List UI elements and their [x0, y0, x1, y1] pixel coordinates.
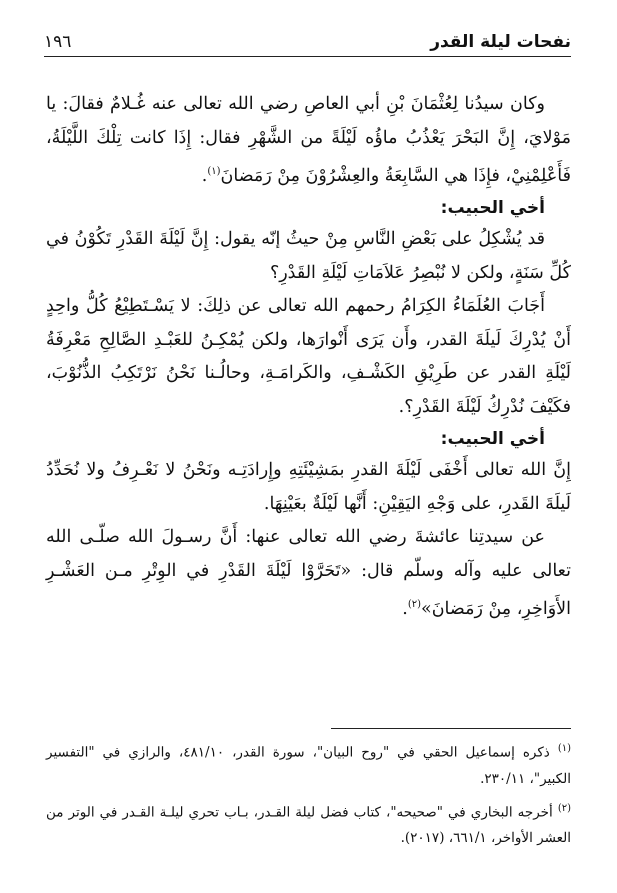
section-heading-1: أخي الحبيب:	[440, 198, 545, 219]
paragraph-1-end: .	[201, 165, 208, 186]
footnote-1	[46, 736, 571, 792]
footnote-ref-2: (٢)	[407, 599, 421, 611]
footnotes	[46, 736, 571, 855]
main-text	[46, 88, 571, 627]
paragraph-2: قد يُشْكِلُ على بَعْضِ النَّاسِ مِنْ حيثُ إنّه يقول: إِنَّ لَيْلَةَ القَدْرِ تَكُوْنُ في كُلِّ سَنَةٍ، ولكن لا نُبْصِرُ عَلاَمَاتِ لَيْلَةِ القَدْرِ؟	[46, 229, 571, 283]
paragraph-3: أَجَابَ العُلَمَاءُ الكِرَامُ رحمهم الله تعالى عن ذلِكَ: لا يَسْـتَطِيْعُ كُلُّ واحِدٍ أَنْ يُدْرِكَ لَيلَةَ القدر، وأَن يَرَى أَنْوارَها، ولكن يُمْكِـنُ للعَبْـدِ الصَّالِحِ مَعْرِفَةُ لَيْلَةِ القدر عن طَرِيْقِ الكَشْـفِ، والكَرامَـةِ، وحالُـنا نَحْنُ نَرْتَكِبُ الذُّنُوْبَ، فكَيْفَ نُدْرِكُ لَيْلَةَ القَدْرِ؟.	[46, 296, 571, 417]
paragraph-5-end: .	[402, 599, 408, 620]
paragraph-4: إِنَّ الله تعالى أَخْفَى لَيْلَةَ القدرِ بمَشِيْئَتِهِ وإِرادَتِـه ونَحْنُ لا نَعْـرِفُ ولا نُحَدِّدُ لَيلَةَ القَدرِ، على وَجْهِ اليَقِيْنِ: أَنَّها لَيْلَةٌ بعَيْنِهَا.	[46, 460, 571, 514]
footnote-2	[46, 796, 571, 852]
paragraph-5-text: عن سيدتِنا عائشةَ رضي الله تعالى عنها: أَنَّ رسـولَ الله صلّـى الله تعالى عليه وآله وسلّم قال: «تَحَرَّوْا لَيْلَةَ القَدْرِ في الوِتْرِ مـن العَشْـرِ الأَوَاخِرِ، مِنْ رَمَضانَ»	[46, 527, 571, 620]
paragraph-1-text: وكان سيدُنا لِعُثْمَانَ بْنِ أبي العاصِ رضي الله تعالى عنه غُـلامٌ فقالَ: يا مَوْلايَ، إِنَّ البَحْرَ يَعْذُبُ ماؤُه لَيْلَةً من الشَّهْرِ فقال: إِذَا كانت تِلْكَ اللَّيْلَةُ، فَأَعْلِمْنِيْ، فإِذَا هي السَّابِعَةُ والعِشْرُوْنَ مِنْ رَمَضانَ	[46, 94, 571, 186]
footnote-separator	[331, 728, 571, 729]
page-header	[44, 22, 571, 57]
footnote-1-text: ذكره إسماعيل الحقي في "روح البيان"، سورة القدر، ٤٨١/١٠، والرازي في "التفسير الكبير"، ٢٣٠/١١.	[46, 744, 571, 787]
footnote-2-text: أخرجه البخاري في "صحيحه"، كتاب فضل ليلة القـدر، بـاب تحري ليلـة القـدر في الوتر من العشر الأواخر، ٦٦١/١، (٢٠١٧).	[46, 804, 571, 846]
page-number: ١٩٦	[44, 32, 72, 52]
footnote-2-mark: (٢)	[557, 802, 571, 814]
running-title: نفحات ليلة القدر	[430, 32, 571, 52]
paragraph-1	[46, 88, 571, 193]
paragraph-5	[46, 521, 571, 626]
footnote-ref-1: (١)	[207, 166, 221, 177]
section-heading-2: أخي الحبيب:	[440, 429, 545, 450]
footnote-1-mark: (١)	[557, 743, 571, 754]
